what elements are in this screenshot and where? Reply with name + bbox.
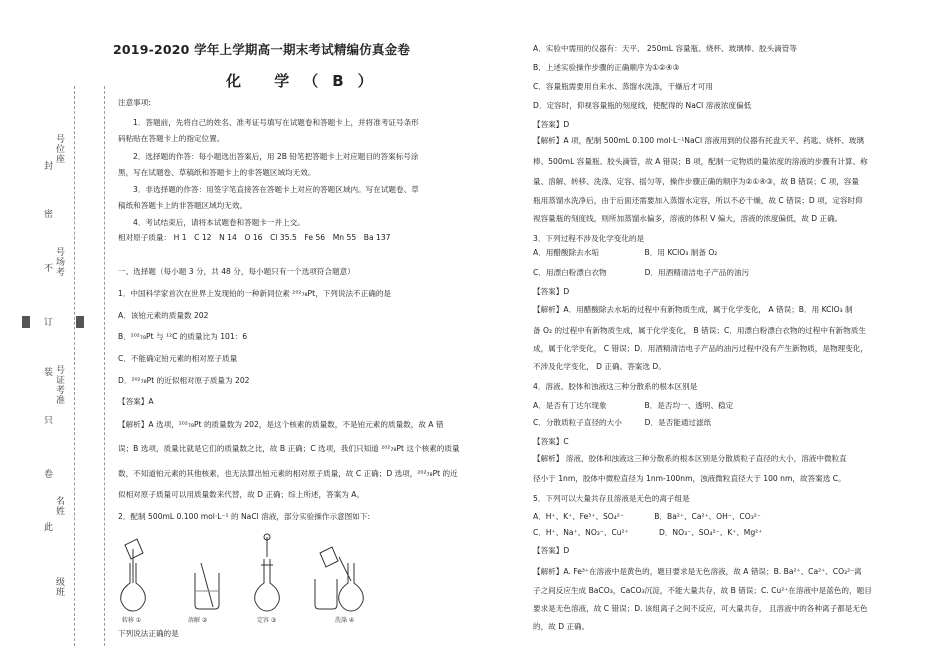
notice-item: 码粘贴在答题卡上的指定位置。 bbox=[118, 134, 225, 143]
binding-label: 级班 bbox=[56, 578, 66, 598]
right-line: D．定容时，仰视容量瓶的刻度线，使配得的 NaCl 溶液浓度偏低 bbox=[533, 101, 752, 110]
right-line: 视容量瓶的刻度线，则所加蒸馏水偏多，溶液的体积 V 偏大，溶液的浓度偏低，故 D 正确。 bbox=[533, 214, 843, 223]
right-line: A．用醋酸除去水垢 B．用 KClO₃ 制备 O₂ bbox=[533, 248, 718, 257]
apparatus-drawing bbox=[115, 533, 375, 618]
right-line: 【答案】D bbox=[533, 120, 570, 129]
right-line: 4．溶液、胶体和浊液这三种分散系的根本区别是 bbox=[533, 382, 698, 391]
left-line: 【解析】A 选项，²⁰²₇₈Pt 的质量数为 202，是这个核素的质量数，不是铂元素的质量数，故 A 错 bbox=[118, 420, 444, 429]
right-line: 棒、500mL 容量瓶、胶头滴管，故 A 错误；B 项，配制一定物质的量浓度的溶液的步骤有计算、称 bbox=[533, 157, 868, 166]
left-line: 数，不知道铂元素的其他核素，也无法算出铂元素的相对原子质量，故 C 正确；D 选项，²⁰²₇₈Pt 的近 bbox=[118, 469, 458, 478]
right-line: C．分散质粒子直径的大小 D．是否能通过滤纸 bbox=[533, 418, 712, 427]
binding-label: 号证考准 bbox=[56, 366, 66, 406]
binding-mark-left bbox=[22, 316, 30, 328]
left-line: C．不能确定铂元素的相对原子质量 bbox=[118, 354, 238, 363]
right-line: C．H⁺、Na⁺、NO₃⁻、Cu²⁺ D．NO₃⁻、SO₄²⁻、K⁺、Mg²⁺ bbox=[533, 528, 763, 537]
binding-line-inner bbox=[104, 86, 105, 646]
right-line: 3．下列过程不涉及化学变化的是 bbox=[533, 234, 645, 243]
right-line: C．用漂白粉漂白衣物 D．用酒精清洁电子产品的油污 bbox=[533, 268, 750, 277]
notice-heading: 注意事项: bbox=[118, 98, 151, 107]
left-line: 误；B 选项，质量比就是它们的质量数之比，故 B 正确；C 选项，我们只知道 ²⁰²₇₈Pt 这个核素的质量 bbox=[118, 444, 460, 453]
left-line: 一、选择题（每小题 3 分，共 48 分，每小题只有一个选项符合题意） bbox=[118, 267, 355, 276]
right-line: A．实验中需用的仪器有：天平、 250mL 容量瓶、烧杯、玻璃棒、胶头滴管等 bbox=[533, 44, 797, 53]
left-line: D．²⁰²₇₈Pt 的近似相对原子质量为 202 bbox=[118, 376, 250, 385]
binding-label: 此 bbox=[44, 523, 54, 533]
binding-label: 装 bbox=[44, 368, 54, 378]
right-line: 【解析】A 项，配制 500mL 0.100 mol·L⁻¹NaCl 溶液用到的仪器有托盘天平、药匙、烧杯、玻璃 bbox=[533, 136, 864, 145]
notice-item: 2．选择题的作答：每小题选出答案后，用 2B 铅笔把答题卡上对应题目的答案标号涂 bbox=[133, 152, 419, 161]
left-line: B．²⁰²₇₈Pt 与 ¹²C 的质量比为 101：6 bbox=[118, 332, 248, 341]
binding-label: 名姓 bbox=[56, 497, 66, 517]
figure-caption: 溶解 ② bbox=[188, 617, 208, 624]
notice-item: 3．非选择题的作答：用签字笔直接答在答题卡上对应的答题区域内。写在试题卷、草 bbox=[133, 185, 419, 194]
binding-line-outer bbox=[74, 86, 75, 646]
right-line: 【解析】 溶液，胶体和浊液这三种分散系的根本区别是分散质粒子直径的大小，溶液中微粒直 bbox=[533, 454, 847, 463]
notice-item: 黑，写在试题卷、草稿纸和答题卡上的非答题区域均无效。 bbox=[118, 168, 316, 177]
right-line: A．H⁺、K⁺、Fe³⁺、SO₄²⁻ B．Ba²⁺、Ca²⁺、OH⁻、CO₃²⁻ bbox=[533, 512, 761, 521]
left-line: 似相对原子质量可以用质量数来代替，故 D 正确；综上所述，答案为 A。 bbox=[118, 490, 365, 499]
paper-title: 2019-2020 学年上学期高一期末考试精编仿真金卷 bbox=[113, 42, 411, 57]
beaker-pour-icon bbox=[125, 539, 143, 559]
left-line: A．该铂元素的质量数 202 bbox=[118, 311, 209, 320]
binding-label: 订 bbox=[44, 318, 54, 328]
right-line: 5．下列可以大量共存且溶液是无色的离子组是 bbox=[533, 494, 690, 503]
right-line: 【解析】A. Fe³⁺在溶液中是黄色的，题目要求是无色溶液，故 A 错误；B. Ba²⁺、Ca²⁺、CO₃²⁻离 bbox=[533, 567, 862, 576]
figure-caption: 转移 ① bbox=[122, 617, 142, 624]
right-line: 【答案】D bbox=[533, 287, 570, 296]
notice-item: 稿纸和答题卡上的非答题区域均无效。 bbox=[118, 201, 248, 210]
right-line: 【答案】C bbox=[533, 437, 569, 446]
left-line: 【答案】A bbox=[118, 397, 154, 406]
right-line: 子之间反应生成 BaCO₃，CaCO₃沉淀，不能大量共存，故 B 错误；C. Cu²⁺在溶液中是蓝色的，题目 bbox=[533, 586, 872, 595]
right-line: 要求是无色溶液，故 C 错误；D. 该组离子之间不反应，可大量共存， 且溶液中的各种离子都是无色 bbox=[533, 604, 868, 613]
binding-label: 号位座 bbox=[56, 135, 66, 165]
right-line: 备 O₂ 的过程中有新物质生成，属于化学变化， B 错误；C．用漂白粉漂白衣物的过程中有新物质生 bbox=[533, 326, 866, 335]
right-line: 【解析】A．用醋酸除去水垢的过程中有新物质生成，属于化学变化， A 错误；B．用 KClO₃ 制 bbox=[533, 305, 853, 314]
right-line: 量、溶解、转移、洗涤、定容、摇匀等，操作步骤正确的顺序为②①④③，故 B 错误；C 项，容量 bbox=[533, 177, 859, 186]
right-line: 径小于 1nm，胶体中微粒直径为 1nm-100nm，浊液微粒直径大于 100 nm，故答案选 C。 bbox=[533, 474, 846, 483]
notice-item: 1．答题前，先将自己的姓名、准考证号填写在试题卷和答题卡上，并将准考证号条形 bbox=[133, 118, 419, 127]
right-line: 成，属于化学变化， C 错误；D．用酒精清洁电子产品的油污过程中没有产生新物质，是物理变化， bbox=[533, 344, 868, 353]
figure-caption: 定容 ③ bbox=[257, 617, 277, 624]
binding-label: 密 bbox=[44, 210, 54, 220]
left-line: 1．中国科学家首次在世界上发现铂的一种新同位素 ²⁰²₇₈Pt，下列说法不正确的是 bbox=[118, 289, 392, 298]
binding-label: 卷 bbox=[44, 470, 54, 480]
right-line: 瓶用蒸馏水洗净后，由于后面还需要加入蒸馏水定容，所以不必干燥，故 C 错误；D 项，定容时仰 bbox=[533, 196, 863, 205]
wash-beaker-icon bbox=[315, 579, 337, 609]
right-line: A．是否有丁达尔现象 B．是否均一、透明、稳定 bbox=[533, 401, 734, 410]
atomic-mass: 相对原子质量： H 1 C 12 N 14 O 16 Cl 35.5 Fe 56 Mn 55 Ba 137 bbox=[118, 233, 391, 242]
binding-label: 只 bbox=[44, 416, 54, 426]
right-line: C．容量瓶需要用自来水、蒸馏水洗涤，干燥后才可用 bbox=[533, 82, 713, 91]
subject-title: 化 学（B） bbox=[226, 72, 387, 90]
binding-label: 封 bbox=[44, 162, 54, 172]
right-line: 的，故 D 正确。 bbox=[533, 622, 590, 631]
binding-mark-right bbox=[76, 316, 84, 328]
binding-label: 号场考 bbox=[56, 248, 66, 278]
binding-label: 不 bbox=[44, 264, 54, 274]
notice-item: 4．考试结束后，请将本试题卷和答题卡一并上交。 bbox=[133, 218, 305, 227]
figure-caption: 洗涤 ④ bbox=[335, 617, 355, 624]
right-line: 不涉及化学变化， D 正确。答案选 D。 bbox=[533, 362, 666, 371]
left-line: 2．配制 500mL 0.100 mol·L⁻¹ 的 NaCl 溶液，部分实验操作示意图如下: bbox=[118, 512, 371, 521]
right-line: B．上述实验操作步骤的正确顺序为①②④③ bbox=[533, 63, 680, 72]
right-line: 【答案】D bbox=[533, 546, 570, 555]
left-line: 下列说法正确的是 bbox=[118, 629, 179, 638]
